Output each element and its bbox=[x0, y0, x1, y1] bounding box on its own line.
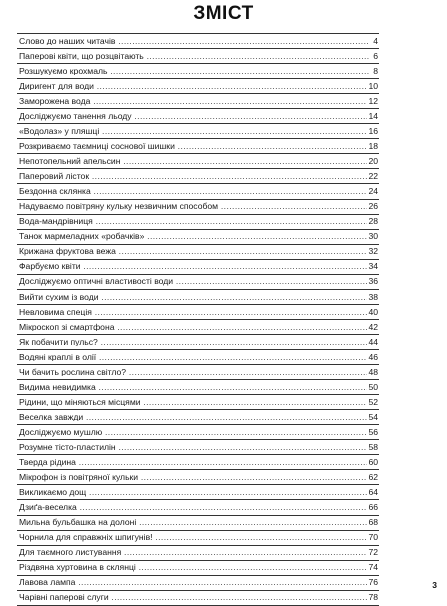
toc-entry-title: Розкриваємо таємниці соснової шишки ..... bbox=[17, 142, 367, 151]
toc-row bbox=[17, 531, 379, 546]
toc-entry-page: 72 bbox=[368, 547, 378, 558]
toc-entry-page: 64 bbox=[368, 487, 378, 498]
toc-row bbox=[17, 395, 379, 410]
toc-row bbox=[17, 591, 379, 606]
toc-row bbox=[17, 215, 379, 230]
toc-entry-title: Крижана фруктова вежа ..... bbox=[17, 247, 367, 256]
toc-entry-page: 50 bbox=[368, 381, 378, 392]
toc-entry-title: Диригент для води ..... bbox=[17, 82, 367, 91]
toc-entry-title: Різдвяна хуртовина в склянці ..... bbox=[17, 563, 367, 572]
toc-entry-title: Мильна бульбашка на долоні ..... bbox=[17, 518, 367, 527]
toc-entry-page: 20 bbox=[368, 156, 378, 167]
toc-entry-title: Досліджуємо мушлю ..... bbox=[17, 428, 367, 437]
toc-entry-title: Надуваємо повітряну кульку незвичним способом ..... bbox=[17, 202, 367, 211]
toc-entry-page: 26 bbox=[368, 201, 378, 212]
toc-row bbox=[17, 440, 379, 455]
toc-entry-title: Як побачити пульс? ..... bbox=[17, 338, 367, 347]
toc-row bbox=[17, 576, 379, 591]
toc-row bbox=[17, 561, 379, 576]
toc-row bbox=[17, 124, 379, 139]
toc-entry-page: 38 bbox=[368, 291, 378, 302]
toc-entry-title: Танок мармеладних «робачків» ..... bbox=[17, 232, 367, 241]
toc-row bbox=[17, 94, 379, 109]
toc-row bbox=[17, 260, 379, 275]
toc-entry-title: Вода-мандрівниця ..... bbox=[17, 217, 367, 226]
toc-row bbox=[17, 64, 379, 79]
toc-row bbox=[17, 516, 379, 531]
toc-entry-title: Чи бачить рослина світло? ..... bbox=[17, 368, 367, 377]
toc-row bbox=[17, 546, 379, 561]
toc-row bbox=[17, 500, 379, 515]
toc-row bbox=[17, 350, 379, 365]
toc-entry-page: 8 bbox=[373, 65, 378, 76]
toc-entry-page: 12 bbox=[368, 95, 378, 106]
toc-entry-page: 62 bbox=[368, 472, 378, 483]
toc-row bbox=[17, 320, 379, 335]
toc-row bbox=[17, 470, 379, 485]
toc-entry-page: 34 bbox=[368, 261, 378, 272]
toc-entry-title: Мікрофон із повітряної кульки ..... bbox=[17, 473, 367, 482]
toc-row bbox=[17, 410, 379, 425]
toc-row bbox=[17, 455, 379, 470]
page-title: ЗМІСТ bbox=[193, 3, 254, 24]
toc-entry-page: 70 bbox=[368, 532, 378, 543]
toc-entry-page: 10 bbox=[368, 80, 378, 91]
toc-entry-page: 68 bbox=[368, 517, 378, 528]
toc-row bbox=[17, 290, 379, 305]
toc-entry-title: Дзиґа-веселка ..... bbox=[17, 503, 367, 512]
toc-entry-page: 76 bbox=[368, 577, 378, 588]
toc-entry-title: Викликаємо дощ ..... bbox=[17, 488, 367, 497]
toc-row bbox=[17, 154, 379, 169]
toc-entry-title: Розшукуємо крохмаль ..... bbox=[17, 67, 369, 76]
toc-entry-page: 4 bbox=[373, 35, 378, 46]
toc-entry-title: Веселка завжди ..... bbox=[17, 413, 367, 422]
toc-entry-title: Лавова лампа ..... bbox=[17, 578, 367, 587]
toc-entry-title: Розумне тісто-пластилін ..... bbox=[17, 443, 367, 452]
toc-entry-title: Досліджуємо оптичні властивості води ..... bbox=[17, 277, 367, 286]
toc-row bbox=[17, 169, 379, 184]
toc-row bbox=[17, 200, 379, 215]
toc-entry-page: 6 bbox=[373, 50, 378, 61]
toc-entry-page: 52 bbox=[368, 396, 378, 407]
toc-entry-page: 30 bbox=[368, 231, 378, 242]
toc-entry-page: 32 bbox=[368, 246, 378, 257]
toc-entry-title: Заморожена вода ..... bbox=[17, 97, 367, 106]
toc-row bbox=[17, 365, 379, 380]
table-of-contents bbox=[17, 33, 379, 606]
toc-row bbox=[17, 109, 379, 124]
toc-entry-title: Рідини, що міняються місцями ..... bbox=[17, 398, 367, 407]
toc-row bbox=[17, 305, 379, 320]
toc-row bbox=[17, 485, 379, 500]
toc-entry-page: 74 bbox=[368, 562, 378, 573]
toc-row bbox=[17, 34, 379, 49]
toc-entry-title: Паперовий лісток ..... bbox=[17, 172, 367, 181]
toc-entry-page: 28 bbox=[368, 216, 378, 227]
toc-entry-page: 56 bbox=[368, 426, 378, 437]
toc-entry-title: Непотопельний апельсин ..... bbox=[17, 157, 367, 166]
toc-row bbox=[17, 335, 379, 350]
toc-entry-page: 16 bbox=[368, 126, 378, 136]
page-number: 3 bbox=[432, 580, 437, 590]
toc-entry-page: 14 bbox=[368, 110, 378, 121]
toc-entry-title: Бездонна склянка ..... bbox=[17, 187, 367, 196]
toc-entry-title: Чорнила для справжніх шпигунів! ..... bbox=[17, 533, 367, 542]
toc-entry-page: 66 bbox=[368, 502, 378, 513]
toc-row bbox=[17, 139, 379, 154]
toc-entry-page: 36 bbox=[368, 276, 378, 287]
toc-entry-page: 48 bbox=[368, 366, 378, 377]
toc-row bbox=[17, 380, 379, 395]
toc-entry-page: 40 bbox=[368, 306, 378, 317]
toc-entry-page: 58 bbox=[368, 441, 378, 452]
toc-row bbox=[17, 275, 379, 290]
toc-entry-title: Водяні краплі в олії ..... bbox=[17, 353, 367, 362]
toc-entry-page: 24 bbox=[368, 186, 378, 197]
toc-entry-page: 18 bbox=[368, 141, 378, 152]
toc-row bbox=[17, 79, 379, 94]
toc-entry-page: 54 bbox=[368, 411, 378, 422]
toc-entry-title: Досліджуємо танення льоду ..... bbox=[17, 112, 367, 121]
toc-entry-title: Тверда рідина ..... bbox=[17, 458, 367, 467]
toc-row bbox=[17, 245, 379, 260]
toc-entry-page: 60 bbox=[368, 457, 378, 468]
toc-entry-title: Невловима спеція ..... bbox=[17, 308, 367, 317]
toc-entry-title: Мікроскоп зі смартфона ..... bbox=[17, 323, 367, 332]
toc-row bbox=[17, 184, 379, 199]
toc-entry-title: Слово до наших читачів ..... bbox=[17, 37, 369, 46]
toc-entry-page: 46 bbox=[368, 351, 378, 362]
toc-row bbox=[17, 425, 379, 440]
toc-entry-title: «Водолаз» у пляшці ..... bbox=[17, 127, 367, 136]
toc-entry-title: Для таємного листування ..... bbox=[17, 548, 367, 557]
toc-entry-page: 22 bbox=[368, 171, 378, 182]
toc-entry-title: Чарівні паперові слуги ..... bbox=[17, 593, 367, 602]
toc-row bbox=[17, 230, 379, 245]
toc-entry-title: Вийти сухим із води ..... bbox=[17, 293, 367, 302]
toc-entry-title: Фарбуємо квіти ..... bbox=[17, 262, 367, 271]
toc-row bbox=[17, 49, 379, 64]
toc-entry-page: 44 bbox=[368, 336, 378, 347]
toc-entry-title: Паперові квіти, що розцвітають ..... bbox=[17, 52, 369, 61]
toc-entry-title: Видима невидимка ..... bbox=[17, 383, 367, 392]
toc-entry-page: 78 bbox=[368, 592, 378, 603]
toc-entry-page: 42 bbox=[368, 321, 378, 332]
